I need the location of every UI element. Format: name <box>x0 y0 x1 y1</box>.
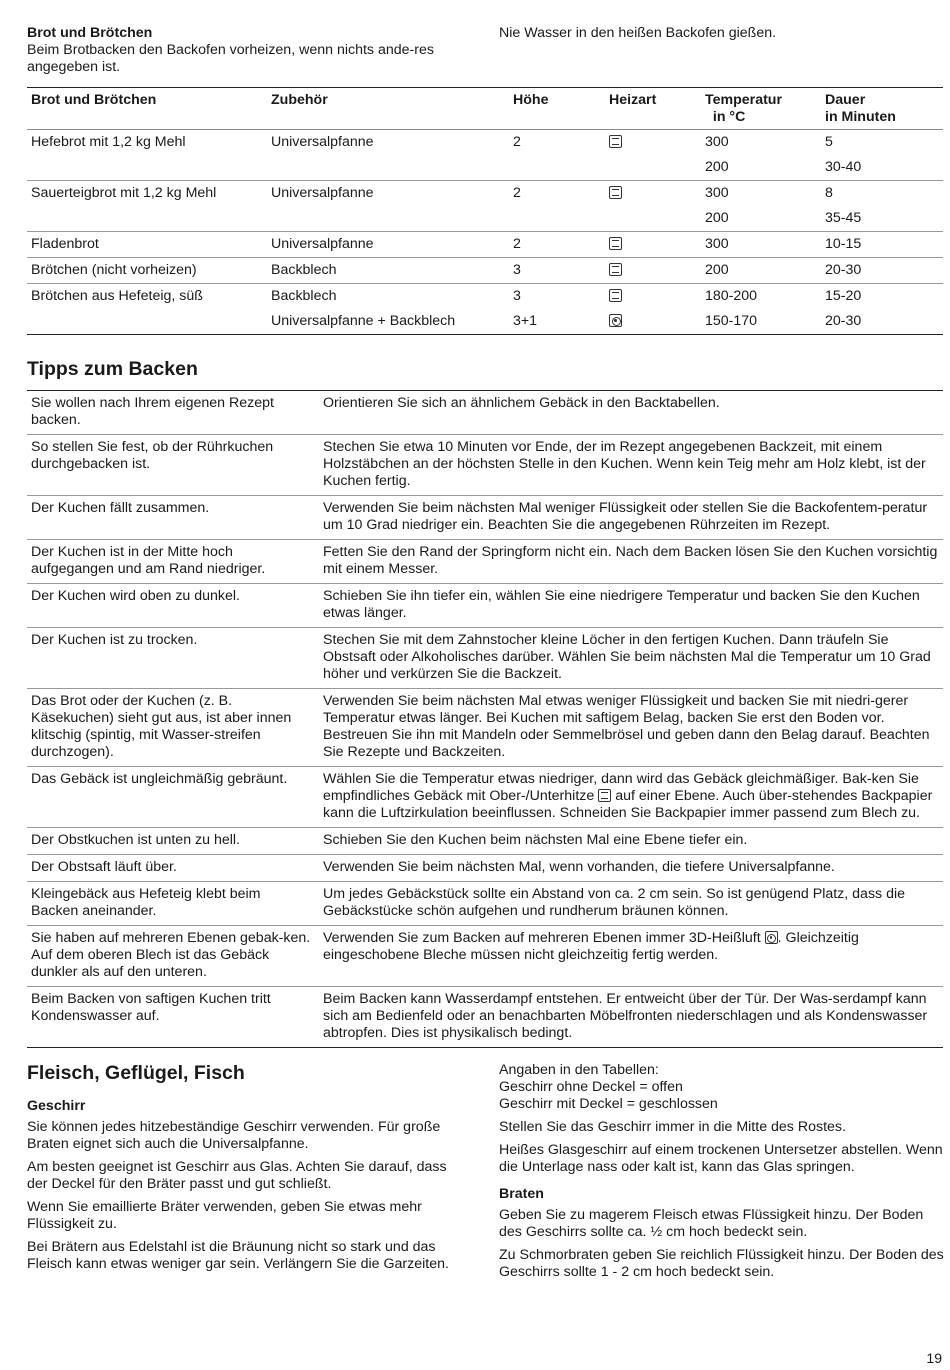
table-row <box>27 987 943 1048</box>
tip-solution-part: . Gleichzeitig eingeschobene Bleche müssen nicht gleichzeitig fertig werden. <box>323 930 859 963</box>
braten-paragraphs <box>499 1207 944 1281</box>
tips-heading: Tipps zum Backen <box>27 358 198 380</box>
bread-table <box>27 87 943 335</box>
bread-table-body <box>27 130 943 335</box>
tip-solution: Um jedes Gebäckstück sollte ein Abstand von ca. 2 cm sein. So ist genügend Platz, dass die Gebäckstücke schön aufgehen und rundherum bräunen können. <box>319 882 943 926</box>
cell-heating-mode <box>605 155 701 181</box>
cell-temperature: 200 <box>705 210 729 226</box>
cell-temperature: 150-170 <box>705 313 758 329</box>
cell-accessory <box>267 206 509 232</box>
cell-heating-mode <box>605 206 701 232</box>
intro-right-text: Nie Wasser in den heißen Backofen gießen. <box>499 25 777 41</box>
cell-bread: Hefebrot mit 1,2 kg Mehl <box>31 134 186 150</box>
table-row <box>27 391 943 435</box>
legend-line: Angaben in den Tabellen: <box>499 1062 659 1078</box>
table-row <box>27 309 943 335</box>
cell-bread: Fladenbrot <box>27 232 267 258</box>
tip-problem: Der Kuchen ist zu trocken. <box>27 628 319 689</box>
tip-problem: Sie haben auf mehreren Ebenen gebak-ken. Auf dem oberen Blech ist das Gebäck dunkler als auf den unteren. <box>27 926 319 987</box>
table-row <box>27 926 943 987</box>
cell-bread <box>27 309 267 335</box>
table-row <box>27 855 943 882</box>
paragraph: Bei Brätern aus Edelstahl ist die Bräunung nicht so stark und das Fleisch kann etwas weniger gar sein. Verlängern Sie die Garzeiten. <box>27 1239 449 1272</box>
tip-problem: Der Kuchen fällt zusammen. <box>27 496 319 540</box>
tip-solution: Stechen Sie mit dem Zahnstocher kleine Löcher in den fertigen Kuchen. Dann träufeln Sie Obstsaft oder Alkoholisches darüber. Wählen Sie beim nächsten Mal die Temperatur um 10 Grad höher und verkürzen Sie die Backzeit. <box>319 628 943 689</box>
cell-duration: 5 <box>825 134 833 150</box>
cell-accessory: Universalpfanne <box>271 134 374 150</box>
meat-right-column <box>499 1062 944 1287</box>
top-bottom-heat-icon <box>609 186 622 199</box>
cell-temperature: 300 <box>705 134 729 150</box>
table-legend <box>499 1062 944 1113</box>
paragraph: Wenn Sie emaillierte Bräter verwenden, geben Sie etwas mehr Flüssigkeit zu. <box>27 1199 422 1232</box>
cell-heating-mode <box>605 232 701 258</box>
table-row <box>27 206 943 232</box>
tip-problem: Der Kuchen wird oben zu dunkel. <box>27 584 319 628</box>
table-row <box>27 155 943 181</box>
cell-accessory: Backblech <box>267 284 509 310</box>
table-row <box>27 540 943 584</box>
cell-accessory: Backblech <box>267 258 509 284</box>
cell-bread <box>27 206 267 232</box>
tip-solution: Stechen Sie etwa 10 Minuten vor Ende, der im Rezept angegebenen Backzeit, mit einem Holzstäbchen an der höchsten Stelle in den Kuchen. Wenn kein Teig mehr am Holz klebt, ist der Kuchen fertig. <box>319 435 943 496</box>
cell-duration: 8 <box>821 181 943 207</box>
top-bottom-heat-icon <box>609 289 622 302</box>
tip-problem: Der Obstkuchen ist unten zu hell. <box>27 828 319 855</box>
table-row <box>27 130 943 156</box>
tip-problem: Der Obstsaft läuft über. <box>27 855 319 882</box>
cell-duration: 15-20 <box>821 284 943 310</box>
cell-temperature: 300 <box>701 232 821 258</box>
cell-accessory <box>267 155 509 181</box>
braten-subheading: Braten <box>499 1186 544 1202</box>
cell-level: 3 <box>509 284 605 310</box>
cell-temperature: 200 <box>705 159 729 175</box>
cell-bread: Sauerteigbrot mit 1,2 kg Mehl <box>27 181 267 207</box>
legend-line: Geschirr ohne Deckel = offen <box>499 1079 683 1095</box>
intro-text: Beim Brotbacken den Backofen vorheizen, wenn nichts ande-res angegeben ist. <box>27 42 434 75</box>
header-heating-mode: Heizart <box>605 88 701 130</box>
tip-solution: Verwenden Sie beim nächsten Mal weniger Flüssigkeit oder stellen Sie die Backofentem-peratur um 10 Grad niedriger ein. Beachten Sie die angegebenen Rührzeiten im Rezept. <box>319 496 943 540</box>
cell-heating-mode <box>605 258 701 284</box>
table-row <box>27 767 943 828</box>
tips-table <box>27 390 943 1048</box>
meat-right-paragraphs <box>499 1119 944 1176</box>
legend-line: Geschirr mit Deckel = geschlossen <box>499 1096 718 1112</box>
table-row <box>27 496 943 540</box>
paragraph: Am besten geeignet ist Geschirr aus Glas. Achten Sie darauf, dass der Deckel für den Bräter passt und gut schließt. <box>27 1159 447 1192</box>
geschirr-subheading: Geschirr <box>27 1098 86 1114</box>
tip-solution: Verwenden Sie beim nächsten Mal, wenn vorhanden, die tiefere Universalpfanne. <box>319 855 943 882</box>
meat-heading: Fleisch, Geflügel, Fisch <box>27 1062 245 1084</box>
cell-duration: 20-30 <box>821 258 943 284</box>
top-bottom-heat-icon <box>609 237 622 250</box>
top-bottom-heat-icon <box>609 135 622 148</box>
cell-duration: 10-15 <box>821 232 943 258</box>
cell-duration: 35-45 <box>825 210 862 226</box>
table-row <box>27 232 943 258</box>
cell-temperature: 300 <box>701 181 821 207</box>
cell-duration: 20-30 <box>825 313 862 329</box>
tip-solution-part: Wählen Sie die Temperatur etwas niedriger, dann wird das Gebäck gleichmäßiger. Bak-ken Sie empfindliches Gebäck mit Ober-/Unterhitze <box>323 771 919 804</box>
table-row <box>27 258 943 284</box>
table-row <box>27 689 943 767</box>
tip-problem: Das Gebäck ist ungleichmäßig gebräunt. <box>27 767 319 828</box>
cell-temperature: 180-200 <box>701 284 821 310</box>
table-row <box>27 882 943 926</box>
cell-level <box>509 206 605 232</box>
table-row <box>27 181 943 207</box>
tip-solution <box>319 767 943 828</box>
cell-accessory: Universalpfanne <box>267 232 509 258</box>
cell-heating-mode <box>605 130 701 156</box>
cell-level: 2 <box>513 134 521 150</box>
top-bottom-heat-icon <box>609 263 622 276</box>
tips-table-body <box>27 391 943 1048</box>
3d-hot-air-icon <box>765 931 778 944</box>
tip-solution: Verwenden Sie beim nächsten Mal etwas weniger Flüssigkeit und backen Sie mit niedri-gerer Temperatur etwas länger. Bei Kuchen mit saftigem Belag, backen Sie erst den Boden vor. Bestreuen Sie ihn mit Mandeln oder Semmelbrösel und geben dann den Belag darauf. Beachten Sie Rezepte und Backzeiten. <box>319 689 943 767</box>
table-row <box>27 828 943 855</box>
table-row <box>27 435 943 496</box>
header-bread: Brot und Brötchen <box>27 88 267 130</box>
page-number: 19 <box>926 1350 942 1366</box>
tip-solution: Beim Backen kann Wasserdampf entstehen. Er entweicht über der Tür. Der Was-serdampf kann sich am Bedienfeld oder an benachbarten Möbelfronten niederschlagen und als Kondenswasser abtropfen. Dies ist physikalisch bedingt. <box>323 991 928 1041</box>
tip-problem: Das Brot oder der Kuchen (z. B. Käsekuchen) sieht gut aus, ist aber innen klitschig (spintig, mit Wasser-streifen durchzogen). <box>27 689 319 767</box>
tip-solution-part: Verwenden Sie zum Backen auf mehreren Ebenen immer 3D-Heißluft <box>323 930 761 946</box>
cell-bread: Brötchen aus Hefeteig, süß <box>27 284 267 310</box>
paragraph: Stellen Sie das Geschirr immer in die Mitte des Rostes. <box>499 1119 846 1135</box>
meat-left-column <box>27 1098 467 1279</box>
tip-problem: Kleingebäck aus Hefeteig klebt beim Backen aneinander. <box>27 882 319 926</box>
tip-solution <box>319 926 943 987</box>
meat-left-paragraphs <box>27 1119 467 1273</box>
cell-temperature: 200 <box>701 258 821 284</box>
tip-solution-part: auf einer Ebene. Auch über-stehendes Backpapier kann die Luftzirkulation beeinflussen. Schneiden Sie Backpapier immer passend zum Blech zu. <box>323 788 933 821</box>
cell-bread <box>27 155 267 181</box>
3d-hot-air-icon <box>609 314 622 327</box>
header-temperature: Temperatur in °C <box>701 88 821 130</box>
header-level: Höhe <box>509 88 605 130</box>
cell-level: 2 <box>509 181 605 207</box>
paragraph: Geben Sie zu magerem Fleisch etwas Flüssigkeit hinzu. Der Boden des Geschirrs sollte ca. ½ cm hoch bedeckt sein. <box>499 1207 924 1240</box>
cell-duration: 30-40 <box>825 159 862 175</box>
cell-heating-mode <box>605 181 701 207</box>
header-accessory: Zubehör <box>267 88 509 130</box>
cell-level: 2 <box>509 232 605 258</box>
cell-bread: Brötchen (nicht vorheizen) <box>27 258 267 284</box>
intro-right <box>499 25 944 42</box>
tip-solution: Fetten Sie den Rand der Springform nicht ein. Nach dem Backen lösen Sie den Kuchen vorsichtig mit einem Messer. <box>319 540 943 584</box>
tip-problem: Sie wollen nach Ihrem eigenen Rezept backen. <box>27 391 319 435</box>
tip-problem: So stellen Sie fest, ob der Rührkuchen durchgebacken ist. <box>27 435 319 496</box>
tip-problem: Der Kuchen ist in der Mitte hoch aufgegangen und am Rand niedriger. <box>27 540 319 584</box>
paragraph: Zu Schmorbraten geben Sie reichlich Flüssigkeit hinzu. Der Boden des Geschirrs sollte 1 - 2 cm hoch bedeckt sein. <box>499 1247 944 1280</box>
cell-level <box>509 155 605 181</box>
tip-solution: Schieben Sie den Kuchen beim nächsten Mal eine Ebene tiefer ein. <box>319 828 943 855</box>
header-duration: Dauer in Minuten <box>821 88 943 130</box>
cell-heating-mode <box>605 284 701 310</box>
tip-solution: Orientieren Sie sich an ähnlichem Gebäck in den Backtabellen. <box>319 391 943 435</box>
cell-accessory: Universalpfanne + Backblech <box>271 313 456 329</box>
paragraph: Heißes Glasgeschirr auf einem trockenen Untersetzer abstellen. Wenn die Unterlage nass oder kalt ist, kann das Glas springen. <box>499 1142 943 1175</box>
top-bottom-heat-icon <box>598 789 611 802</box>
tip-problem: Beim Backen von saftigen Kuchen tritt Kondenswasser auf. <box>31 991 271 1024</box>
intro-left <box>27 25 467 76</box>
intro-heading: Brot und Brötchen <box>27 25 153 41</box>
table-row <box>27 628 943 689</box>
cell-heating-mode <box>605 309 701 335</box>
cell-level: 3 <box>509 258 605 284</box>
table-row <box>27 584 943 628</box>
cell-accessory: Universalpfanne <box>267 181 509 207</box>
paragraph: Sie können jedes hitzebeständige Geschirr verwenden. Für große Braten eignet sich auch die Universalpfanne. <box>27 1119 441 1152</box>
table-row <box>27 284 943 310</box>
cell-level: 3+1 <box>513 313 538 329</box>
tip-solution: Schieben Sie ihn tiefer ein, wählen Sie eine niedrigere Temperatur und backen Sie den Kuchen etwas länger. <box>319 584 943 628</box>
bread-table-header <box>27 88 943 130</box>
